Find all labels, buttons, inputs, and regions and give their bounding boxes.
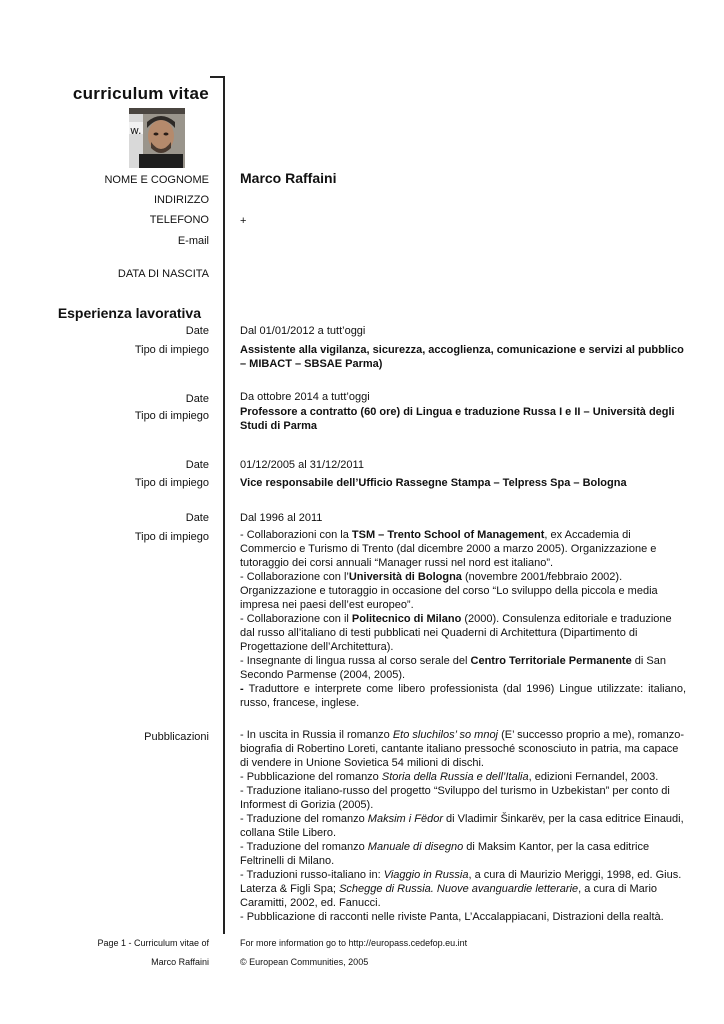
date-label: Date — [185, 512, 209, 524]
experience-paragraph: - Traduttore e interprete come libero professionista (dal 1996) Lingue utilizzate: italiano, russo, francese, inglese. — [240, 683, 686, 709]
experience-date: Dal 01/01/2012 a tutt’oggi — [240, 325, 366, 337]
page-title: curriculum vitae — [72, 84, 209, 103]
portrait-image — [129, 108, 185, 168]
birth-date-label: DATA DI NASCITA — [117, 268, 209, 280]
date-label: Date — [185, 459, 209, 471]
experience-paragraph: - Collaborazione con il Politecnico di Milano (2000). Consulenza editoriale e traduzione dal russo all’italiano di testi pubblicati nei Quaderni di Architettura (Dipartimento di Progettazione dell’Architettura). — [240, 613, 672, 653]
publication-item: - Traduzioni russo-italiano in: Viaggio in Russia, a cura di Maurizio Meriggi, 1998, ed. Gius. Laterza & Figli Spa; Schegge di Russia. Nuove avanguardie letterarie, a cura di Mario Caramitti, 2002, ed. Fanucci. — [240, 869, 682, 909]
footer-copyright: © European Communities, 2005 — [240, 957, 369, 967]
footer-page-info: Page 1 - Curriculum vitae of — [97, 938, 209, 948]
experience-date: 01/12/2005 al 31/12/2011 — [240, 459, 364, 471]
footer-info-link: For more information go to http://europass.cedefop.eu.int — [240, 938, 468, 948]
experience-date: Da ottobre 2014 a tutt’oggi — [240, 391, 370, 403]
employment-type-label: Tipo di impiego — [134, 410, 209, 422]
phone-label: TELEFONO — [149, 214, 209, 226]
employment-type-label: Tipo di impiego — [134, 344, 209, 356]
experience-date: Dal 1996 al 2011 — [240, 512, 323, 524]
svg-text:w.: w. — [130, 124, 142, 137]
employment-type-value: Assistente alla vigilanza, sicurezza, accoglienza, comunicazione e servizi al pubblico – MIBACT – SBSAE Parma) — [240, 344, 684, 370]
date-label: Date — [185, 325, 209, 337]
publication-item: - Pubblicazione del romanzo Storia della Russia e dell’Italia, edizioni Fernandel, 2003. — [240, 771, 659, 783]
employment-type-value: Vice responsabile dell’Ufficio Rassegne Stampa – Telpress Spa – Bologna — [240, 477, 627, 489]
name-value: Marco Raffaini — [240, 170, 337, 186]
publication-item: - Traduzione del romanzo Manuale di disegno di Maksim Kantor, per la casa editrice Feltrinelli di Milano. — [240, 841, 650, 867]
name-label: NOME E COGNOME — [104, 174, 209, 186]
employment-type-label: Tipo di impiego — [134, 477, 209, 489]
publication-item: - In uscita in Russia il romanzo Eto sluchilos’ so mnoj (E’ successo proprio a me), romanzo-biografia di Robertino Loreti, cantante italiano pressoché sconosciuto in patria, ma capace di vendere in Unione Sovietica 54 milioni di dischi. — [240, 729, 685, 769]
experience-heading: Esperienza lavorativa — [57, 305, 201, 321]
publication-item: - Pubblicazione di racconti nelle riviste Panta, L’Accalappiacani, Distrazioni della realtà. — [240, 911, 664, 923]
divider-top-tick — [210, 76, 224, 78]
email-label: E-mail — [177, 235, 209, 247]
date-label: Date — [185, 393, 209, 405]
experience-paragraph: - Collaborazione con l’Università di Bologna (novembre 2001/febbraio 2002). Organizzazione e tutoraggio in occasione del corso “Lo sviluppo della piccola e media impresa nei paesi dell’est europeo”. — [240, 571, 658, 611]
experience-description — [240, 528, 686, 710]
publication-item: - Traduzione italiano-russo del progetto “Sviluppo del turismo in Uzbekistan” per conto di Informest di Gorizia (2005). — [240, 785, 670, 811]
divider-line — [223, 76, 225, 934]
experience-paragraph: - Collaborazioni con la TSM – Trento School of Management, ex Accademia di Commercio e Turismo di Trento (dal dicembre 2000 a marzo 2005). Organizzazione e tutoraggio dei corsi annuali “Manager russi nel nord est italiano”. — [240, 529, 657, 569]
publication-item: - Traduzione del romanzo Maksim i Fëdor di Vladimir Šinkarëv, per la casa editrice Einaudi, collana Stile Libero. — [240, 813, 684, 839]
footer-owner-name: Marco Raffaini — [151, 957, 209, 967]
portrait-photo — [129, 108, 185, 168]
phone-value: + — [240, 215, 247, 227]
experience-paragraph: - Insegnante di lingua russa al corso serale del Centro Territoriale Permanente di San Secondo Parmense (2004, 2005). — [240, 655, 666, 681]
address-label: INDIRIZZO — [154, 194, 209, 206]
publications-label: Pubblicazioni — [144, 731, 209, 743]
publications-list — [240, 728, 686, 924]
employment-type-label: Tipo di impiego — [134, 531, 209, 543]
employment-type-value: Professore a contratto (60 ore) di Lingua e traduzione Russa I e II – Università degli Studi di Parma — [240, 406, 675, 432]
